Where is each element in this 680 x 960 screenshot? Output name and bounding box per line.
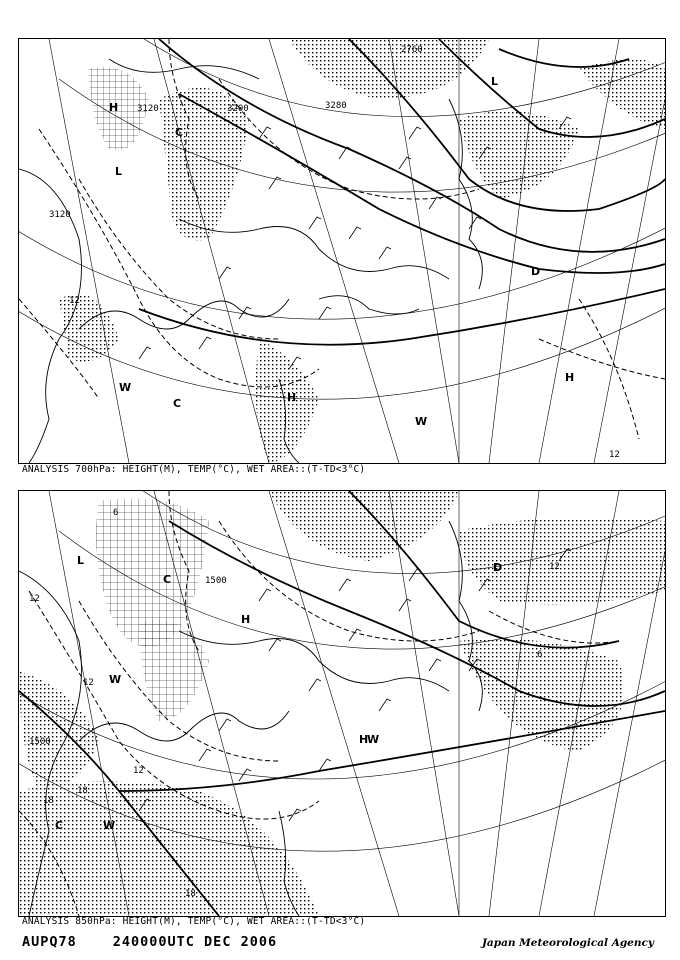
map-850hpa <box>19 491 665 916</box>
high-center: H <box>287 391 297 404</box>
high-center: H <box>109 101 119 114</box>
contour-label: 2760 <box>401 45 423 55</box>
low-center: L <box>115 165 123 178</box>
valid-time: 240000UTC DEC 2006 <box>112 934 278 950</box>
high-center: H <box>241 613 251 626</box>
high-center: H <box>359 733 369 746</box>
chart-identifier <box>22 934 277 950</box>
contour-label: 12 <box>83 678 94 688</box>
contour-label: 12 <box>609 450 620 460</box>
contour-label: 12 <box>133 766 144 776</box>
contour-label: 3120 <box>137 104 159 114</box>
warm-center: W <box>119 381 132 394</box>
low-center: L <box>77 554 85 567</box>
contour-label: 18 <box>43 796 54 806</box>
warm-center: W <box>367 733 380 746</box>
contour-label: 1500 <box>29 737 51 747</box>
contour-label: 1500 <box>205 576 227 586</box>
contour-label: 18 <box>185 889 196 899</box>
warm-center: W <box>103 819 116 832</box>
contour-label: 6 <box>537 650 543 660</box>
contour-label: 3280 <box>325 101 347 111</box>
map-700hpa <box>19 39 665 463</box>
cold-center: C <box>173 397 182 410</box>
agency-name: Japan Meteorological Agency <box>481 937 654 949</box>
contour-label: 3120 <box>49 210 71 220</box>
dry-center: D <box>493 561 503 574</box>
contour-label: 12 <box>29 594 40 604</box>
contour-label: 12 <box>549 562 560 572</box>
contour-label: 12 <box>69 296 80 306</box>
chart-code: AUPQ78 <box>22 934 77 950</box>
cold-center: C <box>55 819 64 832</box>
map-panel-850hpa <box>18 490 666 917</box>
coastlines-700 <box>19 59 482 463</box>
contour-label: 6 <box>113 508 119 518</box>
low-center: L <box>491 75 499 88</box>
cold-center: C <box>175 126 184 139</box>
contour-label: 18 <box>77 786 88 796</box>
contour-label: 3200 <box>227 104 249 114</box>
cold-center: C <box>163 573 172 586</box>
map-panel-700hpa <box>18 38 666 464</box>
high-center: H <box>565 371 575 384</box>
warm-center: W <box>415 415 428 428</box>
dry-center: D <box>531 265 541 278</box>
caption-700hpa: ANALYSIS 700hPa: HEIGHT(M), TEMP(°C), WET AREA::(T-TD<3°C) <box>22 464 366 475</box>
warm-center: W <box>109 673 122 686</box>
caption-850hpa: ANALYSIS 850hPa: HEIGHT(M), TEMP(°C), WET AREA::(T-TD<3°C) <box>22 916 366 927</box>
